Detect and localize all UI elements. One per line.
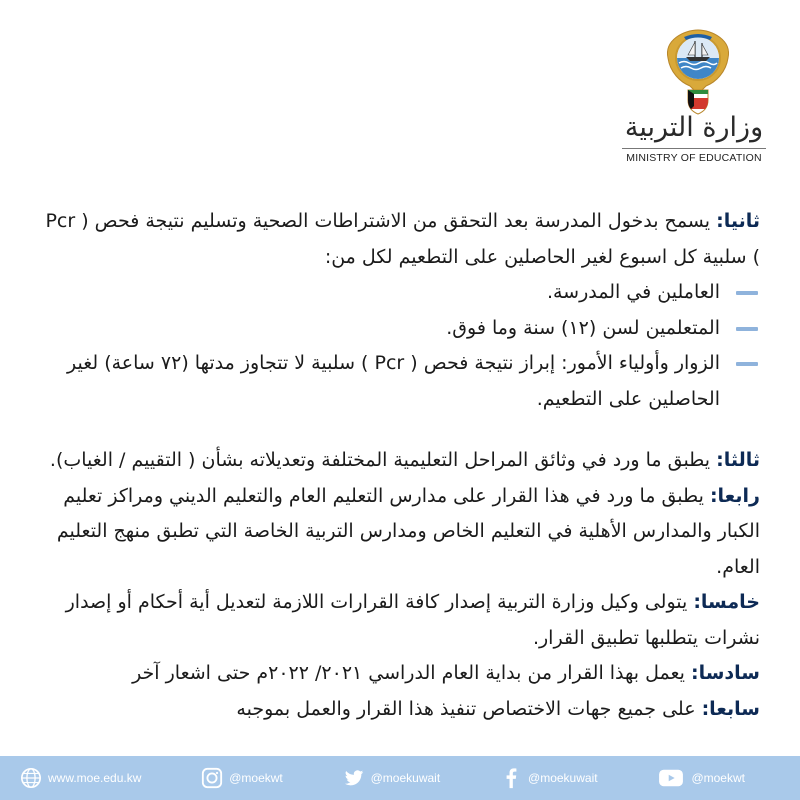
list-item-text: العاملين في المدرسة. (546, 281, 720, 303)
spacer (40, 417, 760, 443)
list-item-text: الزوار وأولياء الأمور: إبراز نتيجة فحص ( Pcr ) سلبية لا تتجاوز مدتها (٧٢ ساعة) لغير الحاصلين على التطعيم. (67, 352, 720, 410)
globe-icon (20, 767, 42, 789)
logo-english-text: MINISTRY OF EDUCATION (626, 152, 762, 164)
section-heading: خامسا: (693, 591, 760, 613)
section-seventh (40, 692, 760, 728)
list-item-text: المتعلمين لسن (١٢) سنة وما فوق. (446, 316, 720, 339)
bullet-list (40, 275, 760, 417)
list-item (40, 275, 760, 311)
twitter-link[interactable] (343, 767, 441, 789)
section-text: يطبق ما ورد في هذا القرار على مدارس التعليم العام والتعليم الديني ومراكز تعليم الكبار والمدارس الأهلية في التعليم الخاص ومدارس التربية الخاصة التي تطبق منهج التعليم العام. (56, 484, 760, 578)
logo-arabic-text: وزارة التربية (624, 112, 764, 143)
section-text: يسمح بدخول المدرسة بعد التحقق من الاشتراطات الصحية وتسليم نتيجة فحص ( Pcr ) سلبية كل اسبوع لغير الحاصلين على التطعيم لكل من: (45, 210, 760, 268)
logo-divider (622, 148, 766, 149)
section-fifth (40, 585, 760, 656)
bullet-dash-icon (736, 362, 758, 366)
section-third (40, 443, 760, 479)
youtube-link[interactable] (657, 767, 745, 789)
facebook-label: @moekuwait (528, 771, 598, 785)
website-link[interactable] (20, 767, 141, 789)
instagram-label: @moekwt (229, 771, 283, 785)
facebook-link[interactable] (500, 767, 598, 789)
twitter-label: @moekuwait (370, 771, 441, 785)
decree-body (40, 204, 760, 727)
section-text: على جميع جهات الاختصاص تنفيذ هذا القرار والعمل بموجبه (236, 697, 702, 720)
section-text: يطبق ما ورد في وثائق المراحل التعليمية المختلفة وتعديلاته بشأن ( التقييم / الغياب). (49, 449, 717, 471)
section-text: يتولى وكيل وزارة التربية إصدار كافة القرارات اللازمة لتعديل أية أحكام أو إصدار نشرات يتطلبها تطبيق القرار. (65, 591, 760, 649)
ministry-logo (614, 28, 774, 163)
section-heading: سابعا: (701, 697, 760, 720)
kuwait-emblem-icon (660, 28, 736, 116)
section-heading: ثانيا: (716, 210, 760, 232)
social-footer (0, 756, 800, 800)
instagram-link[interactable] (201, 767, 283, 789)
youtube-icon (657, 767, 685, 789)
twitter-icon (343, 767, 365, 789)
list-item (40, 311, 760, 347)
bullet-dash-icon (736, 327, 758, 331)
section-text: يعمل بهذا القرار من بداية العام الدراسي ٢٠٢١/ ٢٠٢٢م حتى اشعار آخر (132, 662, 691, 684)
section-second (40, 204, 760, 275)
youtube-label: @moekwt (691, 771, 745, 785)
section-sixth (40, 656, 760, 692)
section-fourth (40, 479, 760, 586)
section-heading: ثالثا: (716, 449, 760, 471)
bullet-dash-icon (736, 291, 758, 295)
list-item (40, 346, 760, 417)
instagram-icon (201, 767, 223, 789)
website-label: www.moe.edu.kw (48, 771, 142, 785)
section-heading: سادسا: (691, 662, 760, 684)
facebook-icon (500, 767, 522, 789)
section-heading: رابعا: (709, 484, 760, 507)
